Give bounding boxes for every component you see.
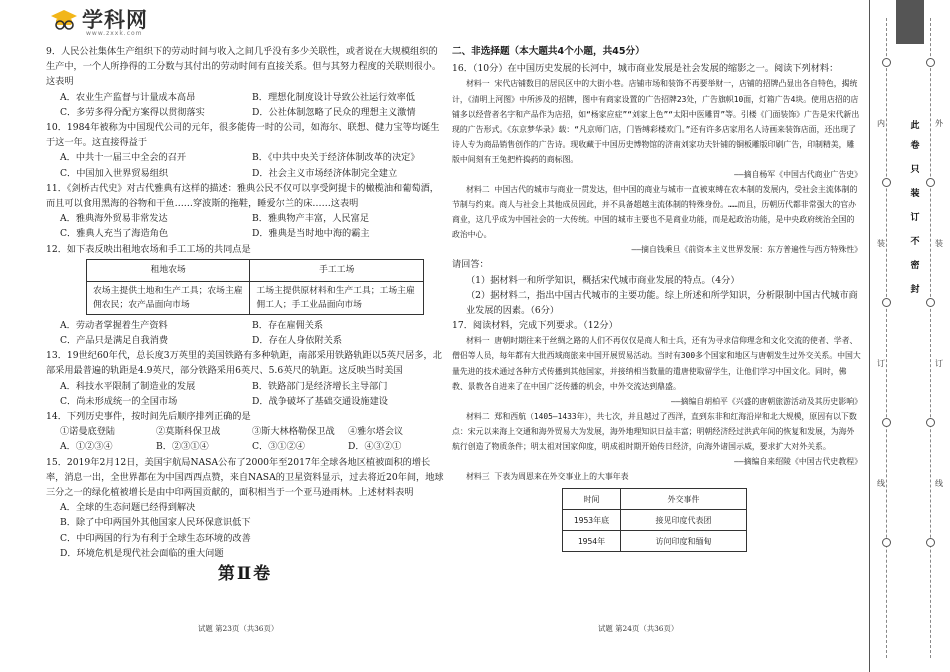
event-item: ①诺曼底登陆 <box>60 426 116 438</box>
table-header: 外交事件 <box>621 489 747 510</box>
warning-char: 密 <box>910 261 920 271</box>
logo-url: www.zxxk.com <box>86 30 143 37</box>
option-c: C．中印两国的行为有利于全球生态环境的改善 <box>60 532 251 544</box>
table-cell: 1953年底 <box>563 510 621 531</box>
table-row <box>563 510 747 531</box>
material-text: 材料二 中国古代的城市与商业一贯发达，但中国的商业与城市一直被束缚在农本制的发展内，受社会主流体制的节制与约束。商人与社会上其他成员因此，并不具备超越主流体制的特殊身份。……而且，历朝历代都非常强大的官办商业，这几乎成为中国社会的一大传统。中国的城市主要也不是商业功能，而是起政治功能，是中央政府统治全国的政治中心。 <box>452 184 858 240</box>
part-two-title: 第Ⅱ卷 <box>217 564 273 585</box>
question-13 <box>46 348 444 409</box>
material-text: 材料一 宋代店铺数目的居民区中的大街小巷。店铺市场和装饰不再要举财一，店铺的招牌凸显出各自特色，揭统计，《清明上河图》中所涉及的招牌，图中有商家设置的广告招牌23处，广告旗帜10面，灯箱广告4块。使用店招的店铺多以经营者名字和产品作为店招，如“杨家应症”“刘家上色”“太阳中医雕胃”等。引楼《门面装饰》广告是宋代新出现的广告形式。《东京梦华录》载：“凡京师门店，门皆缚彩楼欢门。”还有许多店家用名人诗画来装饰店面，还出现了诗人专为商品销售创作的广告诗。现收藏于中国历史博物馆的济南刘家功夫针铺的铜板雕版印刷广告，印制精美，雕版中间刻有王兔把杵捣药的商标图。 <box>452 79 860 164</box>
option-b: B．《中共中央关于经济体制改革的决定》 <box>252 152 420 164</box>
material-text: 材料二 郑和西航（1405—1433年），共七次，并且越过了西洋，直到东非和红海沿岸和北大规模，原因有以下数点：宋元以来海上交通和海外贸易大为发展，海外地理知识日益丰富；明朝经济经过洪武年间的恢复和发展，为海外航行创造了物质条件；明太祖对国家仰度，明成祖时期开始传日经济，向海外诸国示威，要求扩大对外关系。 <box>452 411 857 451</box>
logo-text: 学科网 <box>82 8 148 32</box>
option-a: A．科技水平限制了制造业的发展 <box>60 380 196 392</box>
option-a: A．中共十一届三中全会的召开 <box>60 152 187 164</box>
question-stem: 14．下列历史事件，按时间先后顺序排列正确的是 <box>46 411 251 423</box>
section-title: 二、非选择题（本大题共4个小题，共45分） <box>452 46 645 57</box>
option-d: D．④③②① <box>348 441 402 453</box>
table-row <box>563 531 747 552</box>
option-c: C．雅典人充当了海造角色 <box>60 228 169 240</box>
question-stem: 12．如下表反映出租地农场和手工工场的共同点是 <box>46 243 251 255</box>
option-a: A．雅典海外贸易非常发达 <box>60 213 168 225</box>
material-text: 材料一 唐朝时期往来于丝绸之路的人们不再仅仅是商人和士兵，还有为寻求信仰理念和文化交流的使者、学者、僧侣等人员，每年都有大批西域商旅来中国开展贸易活动。当时有300多个国家和地区与唐朝发生过外交关系。中国大量先进的技术通过各种方式传播到其他国家，并接纳相当数量的遣唐使取留学生，让他们学习中国文化。同时，佛教、景教各自进来了在中国广泛传播的机会，中外交流达到鼎盛。 <box>452 336 861 391</box>
option-d: D．公社体制忽略了民众的理想主义激情 <box>252 106 416 118</box>
question-11 <box>46 181 444 242</box>
question-stem: 13．19世纪60年代，总长度3万英里的美国铁路有多种轨距，南部采用铁路轨距以5英尺居多，北部采用最普遍的轨距是4.9英尺，部分铁路采用6英尺、5.6英尺的轨距。这反映当时美国 <box>46 350 442 377</box>
warning-char: 订 <box>910 213 920 223</box>
material-text: 材料三 下表为周恩来在外交事业上的大事年表 <box>466 472 629 482</box>
question-17-stem: 17．阅读材料，完成下列要求。（12分） <box>452 320 618 332</box>
options-row <box>46 166 444 181</box>
page-footer-right: 试题 第24页（共36页） <box>598 624 679 633</box>
material-source: ——摘编自来绍陵《中国古代史教程》 <box>734 457 862 467</box>
option-d: D．社会主义市场经济体制完全建立 <box>252 167 398 179</box>
site-logo <box>46 6 186 36</box>
options-row <box>46 211 444 226</box>
question-9 <box>46 44 444 120</box>
events-table <box>562 488 747 552</box>
question-10 <box>46 120 444 181</box>
question-stem: 15．2019年2月12日，美国宇航局NASA公布了2000年至2017年全球各地区植被面积的增长率，消息一出，全世界都在为中国西西点赞，来自NASA的卫星资料显示，过去将近20年间，地球三分之一的绿化植被增长是由中印两国贡献的，面积相当于一个亚马逊雨林。上述材料表明 <box>46 456 444 499</box>
binding-hole <box>882 58 891 67</box>
options-row <box>46 333 444 348</box>
inner-margin-char: 内 <box>877 119 885 128</box>
warning-char: 封 <box>910 285 920 295</box>
option-b: B．存在雇佣关系 <box>252 319 324 331</box>
material-source: ——摘自钱乘旦《前资本主义世界发展：东方普遍性与西方特殊性》 <box>631 245 862 255</box>
option-c: C．中国加入世界贸易组织 <box>60 167 169 179</box>
option-c: C．产品只是满足自我消费 <box>60 335 169 347</box>
option-d: D．环境危机是现代社会面临的重大问题 <box>60 547 224 559</box>
question-12 <box>46 242 444 349</box>
binding-hole <box>882 178 891 187</box>
binding-hole <box>926 58 935 67</box>
binding-strip-top <box>896 0 924 44</box>
event-item: ③斯大林格勒保卫战 <box>252 426 335 438</box>
warning-char: 卷 <box>910 141 920 151</box>
binding-hole <box>926 298 935 307</box>
question-14 <box>46 409 444 455</box>
table-cell: 农场主提供土地和生产工具；农场主雇佣农民；农产品面向市场 <box>87 281 250 314</box>
binding-hole <box>926 418 935 427</box>
option-b: B．②③①④ <box>156 441 209 453</box>
options-row <box>46 379 444 394</box>
margin-divider <box>869 0 870 672</box>
warning-char: 只 <box>910 165 920 175</box>
inner-margin-char: 订 <box>877 359 885 368</box>
table-header: 租地农场 <box>87 259 250 281</box>
option-b: B．铁路部门是经济增长主导部门 <box>252 380 388 392</box>
sub-question: （2）据材料二，指出中国古代城市的主要功能。综上所述和所学知识，分析限制中国古代城市商业发展的因素。（6分） <box>466 289 858 316</box>
outer-margin-char: 外 <box>935 119 943 128</box>
question-stem: 11．《剑桥古代史》对古代雅典有这样的描述：雅典公民不仅可以享受阿提卡的橄榄油和葡萄酒，而且可以食用黑海的谷物和干鱼……穿波斯的拖鞋，睡爱尔兰的床……这表明 <box>46 182 439 210</box>
table-cell: 工场主提供原材料和生产工具；工场主雇佣工人；手工业品面向市场 <box>250 281 424 314</box>
warning-char: 此 <box>910 121 920 131</box>
option-a: A．全球的生态问题已经得到解决 <box>60 502 196 514</box>
inner-dashed-line <box>886 18 887 658</box>
options-row <box>46 150 444 165</box>
binding-hole <box>926 178 935 187</box>
question-stem: 9．人民公社集体生产组织下的劳动时间与收入之间几乎没有多少关联性，或者说在大规模组织的生产中，一个人所挣得的工分数与其付出的劳动时间有直接关系。但与其努力程度的关联则很小。这表明 <box>46 46 442 88</box>
options-row <box>46 318 444 333</box>
option-d: D．雅典是当时地中海的霸主 <box>252 228 370 240</box>
table-header: 时间 <box>563 489 621 510</box>
warning-char: 不 <box>910 237 920 247</box>
options-row <box>46 105 444 120</box>
inner-margin-char: 装 <box>877 239 885 248</box>
option-d: D．存在人身依附关系 <box>252 335 343 347</box>
material-source: ——摘编自胡柏平《兴盛的唐朝旅游活动及其历史影响》 <box>671 396 862 406</box>
binding-hole <box>926 538 935 547</box>
event-item: ④雅尔塔会议 <box>348 426 404 438</box>
warning-char: 装 <box>910 189 920 199</box>
option-a: A．劳动者掌握着生产资料 <box>60 319 168 331</box>
question-stem: 10．1984年被称为中国现代公司的元年，很多能俦一时的公司，如海尔、联想、健力宝等均诞生于这一年。这直接得益于 <box>46 122 440 149</box>
option-b: B．理想化制度设计导致公社运行效率低 <box>252 91 415 103</box>
question-16-stem: 16．（10分）在中国历史发展的长河中，城市商业发展是社会发展的缩影之一。阅读下列材料： <box>452 63 839 75</box>
option-c: C．多劳多得分配方案得以贯彻落实 <box>60 106 205 118</box>
page-footer-left: 试题 第23页（共36页） <box>198 624 279 633</box>
option-d: D．战争破坏了基础交通设施建设 <box>252 395 388 407</box>
left-column <box>46 44 444 585</box>
table-cell: 1954年 <box>563 531 621 552</box>
inner-margin-char: 线 <box>877 479 885 488</box>
option-a: A．农业生产监督与计量成本高昂 <box>60 91 196 103</box>
binding-hole <box>882 298 891 307</box>
binding-hole <box>882 418 891 427</box>
options-row <box>46 439 444 454</box>
question-prompt: 请回答： <box>452 259 489 271</box>
table-cell: 访问印度和缅甸 <box>621 531 747 552</box>
outer-margin-char: 线 <box>935 479 943 488</box>
outer-dashed-line <box>930 18 931 658</box>
option-b: B．雅典物产丰富，人民富足 <box>252 213 370 225</box>
option-c: C．尚未形成统一的全国市场 <box>60 395 178 407</box>
material-source: ——摘自杨军《中国古代商业广告史》 <box>734 169 862 179</box>
sub-question: （1）据材料一和所学知识，概括宋代城市商业发展的特点。（4分） <box>466 274 740 286</box>
right-column <box>452 44 862 552</box>
binding-hole <box>882 538 891 547</box>
events-row <box>46 424 444 439</box>
options-row <box>46 90 444 105</box>
table-header: 手工工场 <box>250 259 424 281</box>
table-cell: 接见印度代表团 <box>621 510 747 531</box>
outer-margin-char: 订 <box>935 359 943 368</box>
question-15 <box>46 455 444 561</box>
option-c: C．③①②④ <box>252 441 305 453</box>
outer-margin-char: 装 <box>935 239 943 248</box>
graduation-cap-icon <box>50 8 78 32</box>
options-row <box>46 394 444 409</box>
option-b: B．除了中印两国外其他国家人民环保意识低下 <box>60 517 251 529</box>
comparison-table <box>86 259 424 315</box>
event-item: ②莫斯科保卫战 <box>156 426 221 438</box>
option-a: A．①②③④ <box>60 441 113 453</box>
options-row <box>46 226 444 241</box>
table-row <box>563 489 747 510</box>
